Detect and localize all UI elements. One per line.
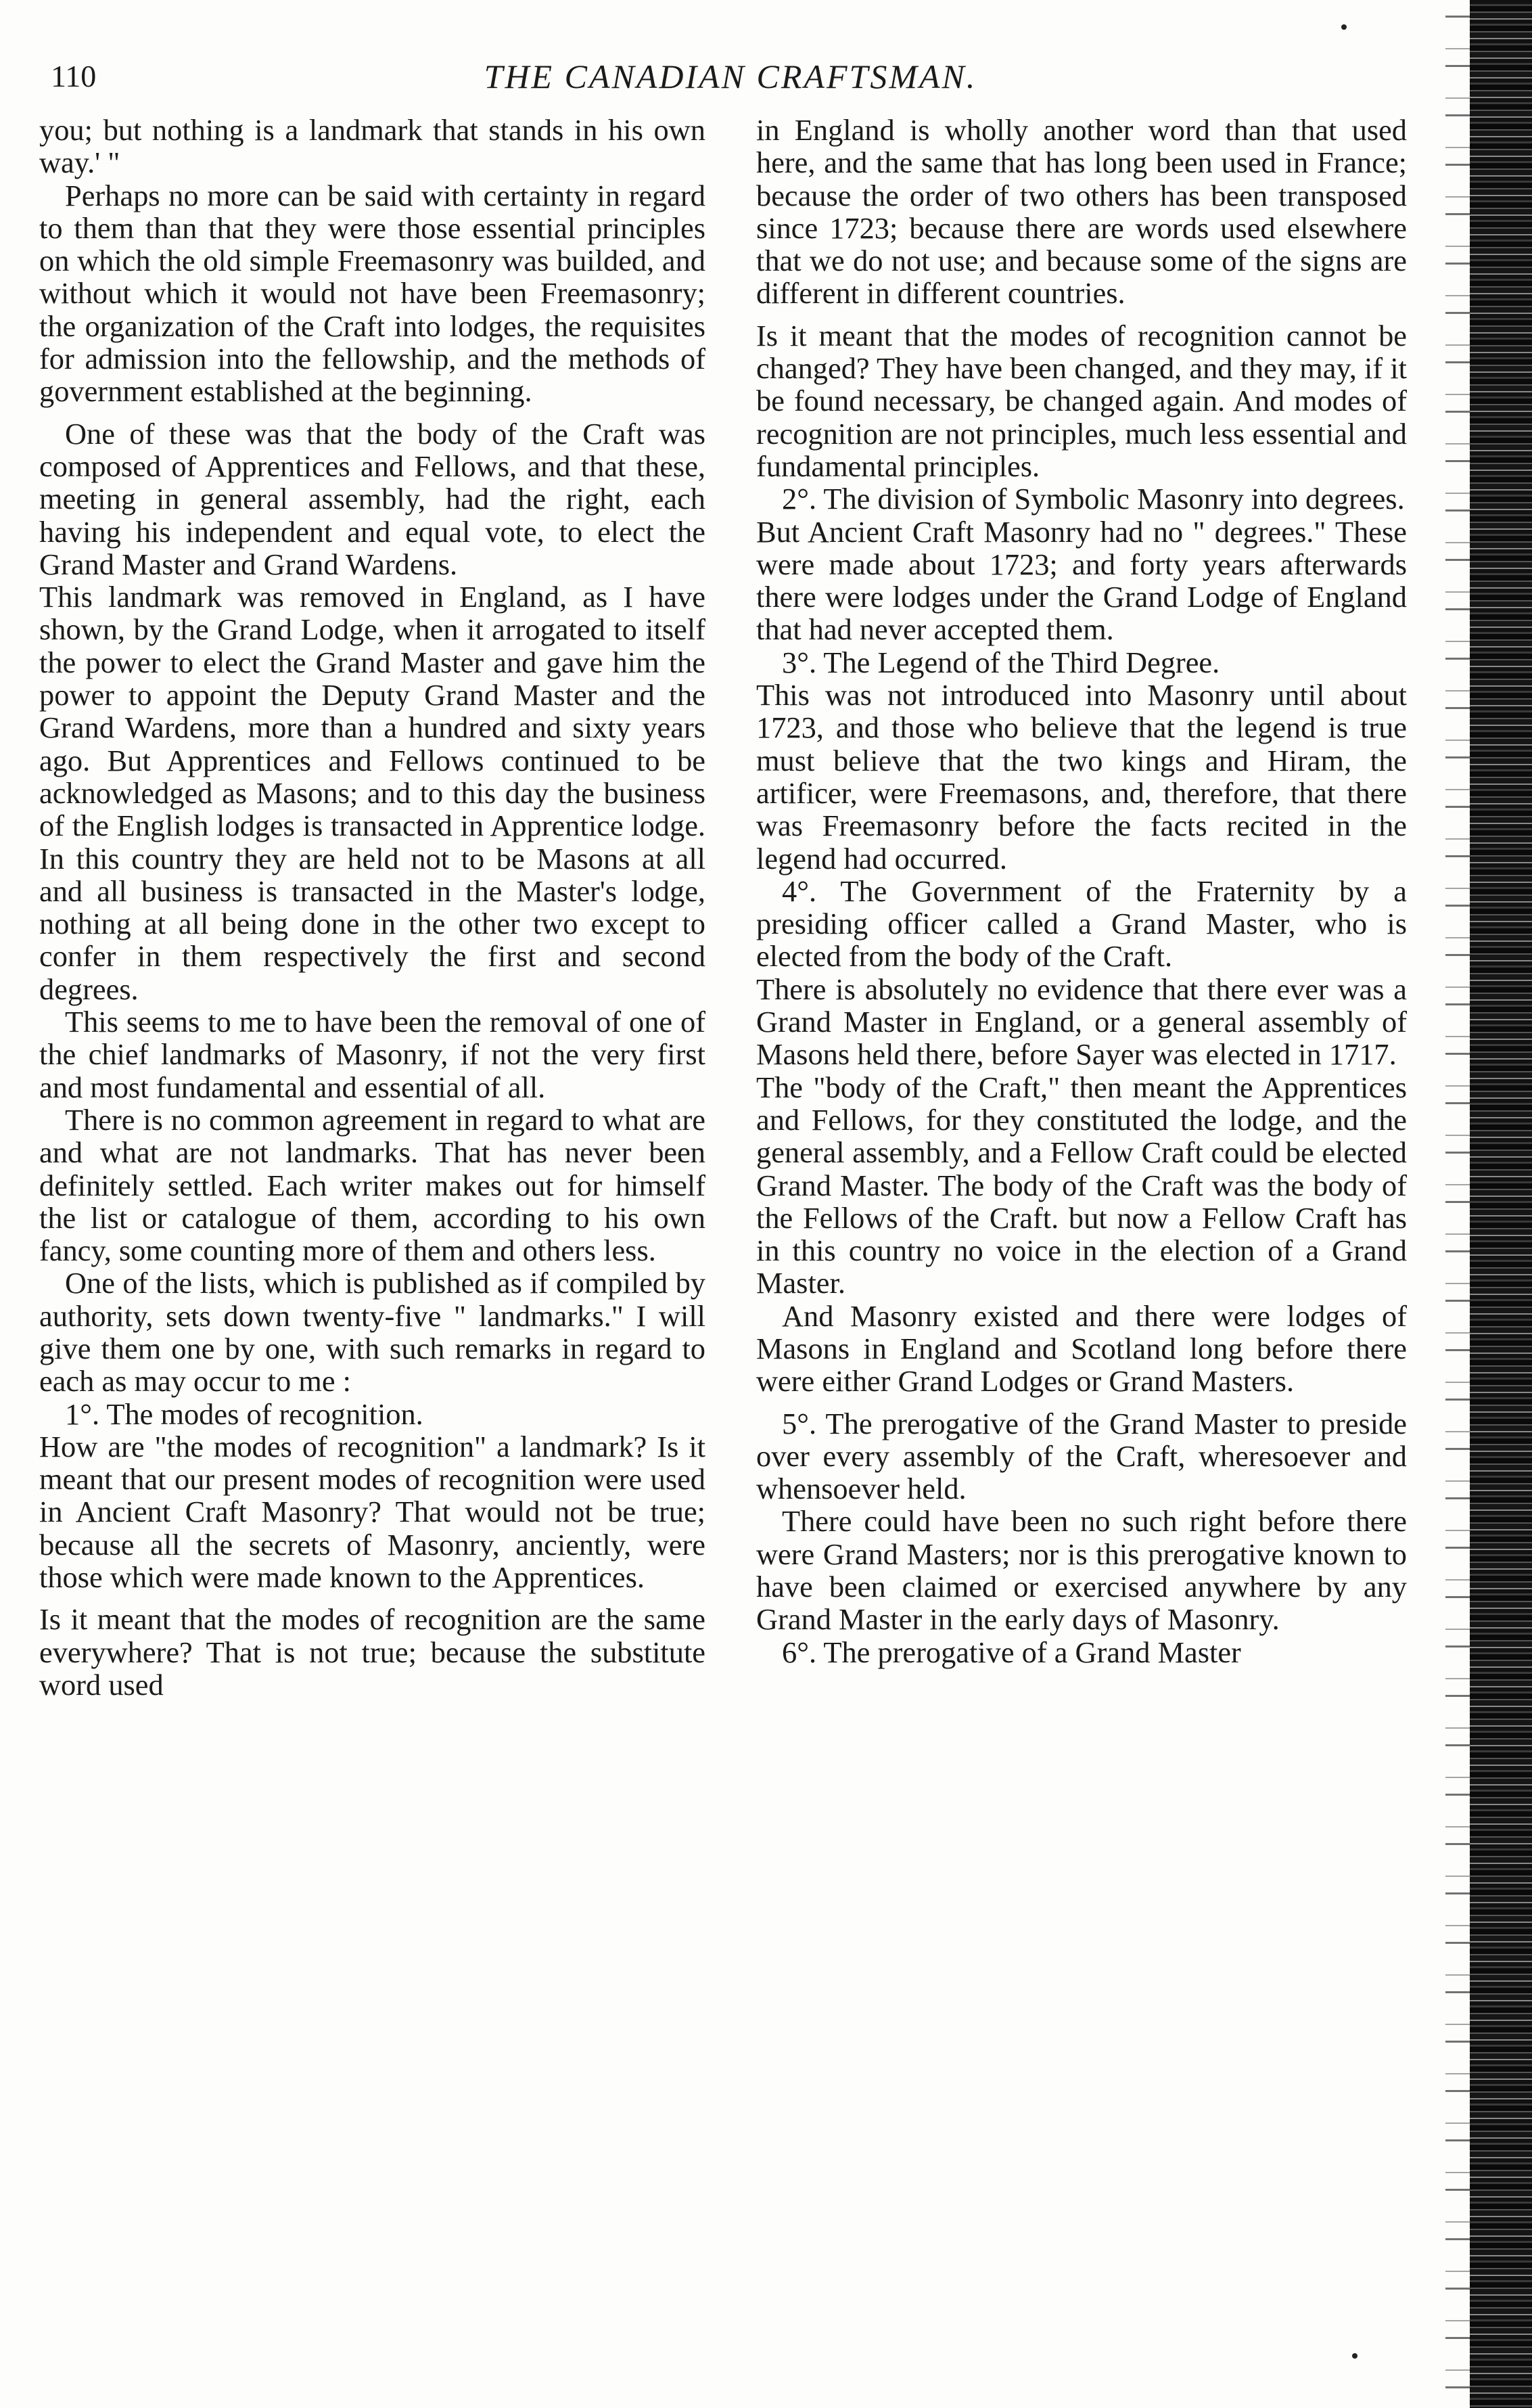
left-column xyxy=(39,114,705,1701)
right-column xyxy=(756,114,1407,1668)
paragraph: But Ancient Craft Masonry had no " degrees." These were made about 1723; and forty years afterwards there were lodges under the Grand Lodge of England that had never accepted them. xyxy=(756,514,1407,647)
paragraph: This landmark was removed in England, as I have shown, by the Grand Lodge, when it arrogated to itself the power to elect the Grand Master and gave him the power to appoint the Deputy Grand Master and the Grand Wardens, more than a hundred and sixty years ago. But Apprentices and Fellows continued to be acknowledged as Masons; and to this day the business of the English lodges is transacted in Apprentice lodge. In this country they are held not to be Masons at all and all business is transacted in the Master's lodge, nothing at all being done in the other two except to confer in them respectively the first and second degrees. xyxy=(39,580,705,1006)
paragraph: One of these was that the body of the Craft was composed of Apprentices and Fellows, and that these, meeting in general assembly, had the right, each having his independent and equal vote, to elect the Grand Master and Grand Wardens. xyxy=(39,416,705,581)
running-title: THE CANADIAN CRAFTSMAN. xyxy=(484,58,977,95)
paragraph: Is it meant that the modes of recognition are the same everywhere? That is not true; because the substitute word used xyxy=(39,1602,705,1702)
paragraph: This was not introduced into Masonry until about 1723, and those who believe that the legend is true must believe that the two kings and Hiram, the artificer, were Freemasons, and, therefore, that there was Freemasonry before the facts recited in the legend had occurred. xyxy=(756,678,1407,876)
paragraph: 4°. The Government of the Fraternity by a presiding officer called a Grand Master, who is elected from the body of the Craft. xyxy=(756,873,1407,974)
scan-speck xyxy=(1341,24,1347,30)
paragraph: in England is wholly another word than that used here, and the same that has long been used in France; because the order of two others has been transposed since 1723; because there are words used elsewhere that we do not use; and because some of the signs are different in different countries. xyxy=(756,113,1407,311)
scan-speck xyxy=(1352,2353,1357,2359)
paragraph: There is absolutely no evidence that there ever was a Grand Master in England, or a general assembly of Masons held there, before Sayer was elected in 1717. xyxy=(756,972,1407,1072)
paragraph: How are "the modes of recognition" a landmark? Is it meant that our present modes of recognition were used in Ancient Craft Masonry? That would not be true; because all the secrets of Masonry, anciently, were those which were made known to the Apprentices. xyxy=(39,1429,705,1595)
page-number: 110 xyxy=(51,59,97,93)
paragraph: The "body of the Craft," then meant the Apprentices and Fellows, for they constituted the lodge, and the general assembly, and a Fellow Craft could be elected Grand Master. The body of the Craft was the body of the Fellows of the Craft. but now a Fellow Craft has in this country no voice in the election of a Grand Master. xyxy=(756,1070,1407,1300)
paragraph: Perhaps no more can be said with certainty in regard to them than that they were those essential principles on which the old simple Freemasonry was builded, and without which it would not have been Freemasonry; the organization of the Craft into lodges, the requisites for admission into the fellowship, and the methods of government established at the beginning. xyxy=(39,178,705,409)
paragraph: There could have been no such right before there were Grand Masters; nor is this prerogative known to have been claimed or exercised anywhere by any Grand Master in the early days of Masonry. xyxy=(756,1504,1407,1637)
binding-edge-strip xyxy=(1470,0,1532,2408)
paragraph: This seems to me to have been the removal of one of the chief landmarks of Masonry, if not the very first and most fundamental and essential of all. xyxy=(39,1005,705,1104)
paragraph: 6°. The prerogative of a Grand Master xyxy=(782,1635,1241,1669)
paragraph: One of the lists, which is published as if compiled by authority, sets down twenty-five " landmarks." I will give them one by one, with such remarks in regard to each as may occur to me : xyxy=(39,1266,705,1399)
paragraph: 2°. The division of Symbolic Masonry into degrees. xyxy=(782,482,1405,516)
paragraph: 5°. The prerogative of the Grand Master to preside over every assembly of the Craft, wheresoever and whensoever held. xyxy=(756,1406,1407,1506)
page-header xyxy=(51,53,1410,100)
paragraph: Is it meant that the modes of recognition cannot be changed? They have been changed, and they may, if it be found necessary, be changed again. And modes of recognition are not principles, much less essential and fundamental principles. xyxy=(756,318,1407,483)
binding-edge-shadow xyxy=(1445,0,1470,2408)
paragraph: you; but nothing is a landmark that stands in his own way.' " xyxy=(39,113,705,180)
paragraph: 1°. The modes of recognition. xyxy=(65,1396,423,1431)
paragraph: 3°. The Legend of the Third Degree. xyxy=(782,645,1220,679)
paragraph: And Masonry existed and there were lodges of Masons in England and Scotland long before there were either Grand Lodges or Grand Masters. xyxy=(756,1298,1407,1399)
paragraph: There is no common agreement in regard to what are and what are not landmarks. That has never been definitely settled. Each writer makes out for himself the list or catalogue of them, according to his own fancy, some counting more of them and others less. xyxy=(39,1102,705,1268)
